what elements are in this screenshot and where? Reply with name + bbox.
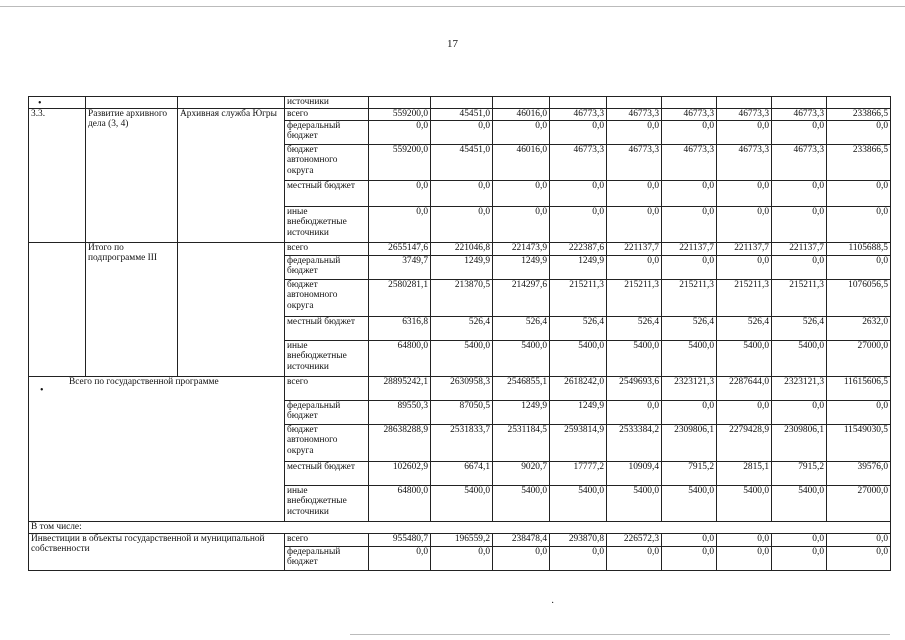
value-cell: 1249,9 bbox=[431, 255, 493, 279]
value-cell: 226572,3 bbox=[607, 533, 662, 546]
value-cell: 6674,1 bbox=[431, 461, 493, 485]
scan-bottom-edge bbox=[350, 634, 890, 635]
value-cell: 2655147,6 bbox=[369, 242, 431, 255]
value-cell: 0,0 bbox=[772, 180, 827, 206]
value-cell: 526,4 bbox=[607, 316, 662, 340]
value-cell bbox=[550, 97, 607, 109]
scan-mark: • bbox=[38, 98, 42, 109]
value-cell: 5400,0 bbox=[717, 485, 772, 521]
value-cell: 45451,0 bbox=[431, 108, 493, 120]
value-cell: 2546855,1 bbox=[493, 376, 550, 400]
value-cell: 0,0 bbox=[662, 206, 717, 242]
value-cell: 0,0 bbox=[550, 206, 607, 242]
value-cell: 2323121,3 bbox=[662, 376, 717, 400]
source-cell: федеральный бюджет bbox=[285, 120, 369, 144]
value-cell: 0,0 bbox=[772, 400, 827, 424]
value-cell: 11549030,5 bbox=[827, 424, 891, 461]
value-cell: 89550,3 bbox=[369, 400, 431, 424]
value-cell: 46016,0 bbox=[493, 108, 550, 120]
value-cell: 526,4 bbox=[493, 316, 550, 340]
value-cell: 0,0 bbox=[827, 533, 891, 546]
source-cell: местный бюджет bbox=[285, 316, 369, 340]
value-cell: 293870,8 bbox=[550, 533, 607, 546]
value-cell: 27000,0 bbox=[827, 340, 891, 376]
value-cell: 2309806,1 bbox=[772, 424, 827, 461]
value-cell: 1249,9 bbox=[493, 255, 550, 279]
cell bbox=[178, 97, 285, 109]
value-cell bbox=[772, 97, 827, 109]
value-cell: 221137,7 bbox=[717, 242, 772, 255]
value-cell: 0,0 bbox=[772, 120, 827, 144]
value-cell: 0,0 bbox=[662, 533, 717, 546]
value-cell: 9020,7 bbox=[493, 461, 550, 485]
source-cell: всего bbox=[285, 376, 369, 400]
value-cell: 11615606,5 bbox=[827, 376, 891, 400]
value-cell: 87050,5 bbox=[431, 400, 493, 424]
value-cell: 0,0 bbox=[607, 546, 662, 570]
value-cell: 0,0 bbox=[662, 255, 717, 279]
value-cell: 5400,0 bbox=[607, 340, 662, 376]
value-cell: 0,0 bbox=[493, 120, 550, 144]
value-cell: 46016,0 bbox=[493, 144, 550, 180]
value-cell: 0,0 bbox=[717, 533, 772, 546]
value-cell: 7915,2 bbox=[662, 461, 717, 485]
value-cell: 0,0 bbox=[493, 546, 550, 570]
value-cell: 559200,0 bbox=[369, 144, 431, 180]
subtotal-title: Итого по подпрограмме III bbox=[86, 242, 178, 376]
value-cell: 1076056,5 bbox=[827, 279, 891, 316]
value-cell: 2580281,1 bbox=[369, 279, 431, 316]
value-cell: 2618242,0 bbox=[550, 376, 607, 400]
value-cell: 0,0 bbox=[827, 546, 891, 570]
value-cell: 5400,0 bbox=[717, 340, 772, 376]
value-cell: 221137,7 bbox=[662, 242, 717, 255]
source-cell: федеральный бюджет bbox=[285, 546, 369, 570]
source-cell: местный бюджет bbox=[285, 180, 369, 206]
source-cell: местный бюджет bbox=[285, 461, 369, 485]
value-cell: 7915,2 bbox=[772, 461, 827, 485]
value-cell: 559200,0 bbox=[369, 108, 431, 120]
value-cell: 0,0 bbox=[607, 180, 662, 206]
scan-top-edge bbox=[0, 6, 905, 7]
value-cell: 1105688,5 bbox=[827, 242, 891, 255]
value-cell bbox=[827, 97, 891, 109]
value-cell: 6316,8 bbox=[369, 316, 431, 340]
value-cell: 5400,0 bbox=[431, 485, 493, 521]
value-cell: 214297,6 bbox=[493, 279, 550, 316]
value-cell: 0,0 bbox=[369, 206, 431, 242]
value-cell: 0,0 bbox=[431, 206, 493, 242]
value-cell: 221046,8 bbox=[431, 242, 493, 255]
value-cell: 64800,0 bbox=[369, 340, 431, 376]
value-cell: 0,0 bbox=[717, 546, 772, 570]
value-cell: 0,0 bbox=[827, 400, 891, 424]
value-cell: 1249,9 bbox=[550, 400, 607, 424]
value-cell: 1249,9 bbox=[550, 255, 607, 279]
value-cell: 46773,3 bbox=[607, 108, 662, 120]
value-cell: 0,0 bbox=[431, 120, 493, 144]
scan-mark: • bbox=[40, 385, 44, 396]
value-cell: 0,0 bbox=[431, 180, 493, 206]
value-cell: 46773,3 bbox=[717, 108, 772, 120]
value-cell: 526,4 bbox=[662, 316, 717, 340]
source-cell: иные внебюджетные источники bbox=[285, 206, 369, 242]
value-cell bbox=[493, 97, 550, 109]
value-cell: 215211,3 bbox=[550, 279, 607, 316]
value-cell: 526,4 bbox=[717, 316, 772, 340]
value-cell: 0,0 bbox=[369, 180, 431, 206]
table-row bbox=[29, 376, 891, 400]
value-cell: 5400,0 bbox=[493, 485, 550, 521]
value-cell: 2815,1 bbox=[717, 461, 772, 485]
value-cell: 5400,0 bbox=[607, 485, 662, 521]
value-cell: 526,4 bbox=[431, 316, 493, 340]
source-cell: всего bbox=[285, 533, 369, 546]
value-cell: 45451,0 bbox=[431, 144, 493, 180]
source-cell: иные внебюджетные источники bbox=[285, 485, 369, 521]
value-cell: 0,0 bbox=[493, 206, 550, 242]
value-cell: 0,0 bbox=[717, 255, 772, 279]
value-cell: 1249,9 bbox=[493, 400, 550, 424]
page-number: 17 bbox=[447, 38, 458, 50]
cell bbox=[29, 97, 86, 109]
source-cell: всего bbox=[285, 242, 369, 255]
investments-title: Инвестиции в объекты государственной и муниципальной собственности bbox=[29, 533, 285, 570]
item-number: 3.3. bbox=[29, 108, 86, 242]
value-cell: 0,0 bbox=[827, 180, 891, 206]
value-cell: 0,0 bbox=[772, 546, 827, 570]
value-cell: 0,0 bbox=[431, 546, 493, 570]
scan-mark: · bbox=[551, 598, 555, 609]
value-cell: 0,0 bbox=[717, 180, 772, 206]
value-cell: 2279428,9 bbox=[717, 424, 772, 461]
value-cell: 2632,0 bbox=[827, 316, 891, 340]
value-cell: 46773,3 bbox=[717, 144, 772, 180]
value-cell: 27000,0 bbox=[827, 485, 891, 521]
value-cell: 233866,5 bbox=[827, 144, 891, 180]
value-cell: 46773,3 bbox=[772, 108, 827, 120]
source-cell: бюджет автономного округа bbox=[285, 144, 369, 180]
value-cell: 0,0 bbox=[772, 206, 827, 242]
value-cell: 0,0 bbox=[550, 120, 607, 144]
source-cell: иные внебюджетные источники bbox=[285, 340, 369, 376]
value-cell: 5400,0 bbox=[493, 340, 550, 376]
value-cell: 2531184,5 bbox=[493, 424, 550, 461]
value-cell: 39576,0 bbox=[827, 461, 891, 485]
source-cell: федеральный бюджет bbox=[285, 400, 369, 424]
section-label: В том числе: bbox=[29, 521, 891, 533]
value-cell: 0,0 bbox=[827, 120, 891, 144]
value-cell: 28638288,9 bbox=[369, 424, 431, 461]
value-cell bbox=[431, 97, 493, 109]
value-cell: 0,0 bbox=[369, 546, 431, 570]
value-cell: 5400,0 bbox=[550, 485, 607, 521]
value-cell: 0,0 bbox=[607, 255, 662, 279]
value-cell: 10909,4 bbox=[607, 461, 662, 485]
value-cell: 46773,3 bbox=[662, 108, 717, 120]
value-cell: 5400,0 bbox=[772, 485, 827, 521]
value-cell: 0,0 bbox=[662, 180, 717, 206]
value-cell: 0,0 bbox=[772, 533, 827, 546]
value-cell: 215211,3 bbox=[717, 279, 772, 316]
value-cell: 5400,0 bbox=[431, 340, 493, 376]
value-cell: 0,0 bbox=[662, 546, 717, 570]
value-cell bbox=[717, 97, 772, 109]
value-cell: 0,0 bbox=[827, 255, 891, 279]
value-cell: 0,0 bbox=[662, 120, 717, 144]
value-cell: 46773,3 bbox=[607, 144, 662, 180]
value-cell: 0,0 bbox=[550, 180, 607, 206]
value-cell: 0,0 bbox=[717, 400, 772, 424]
value-cell: 2287644,0 bbox=[717, 376, 772, 400]
value-cell: 526,4 bbox=[772, 316, 827, 340]
value-cell: 46773,3 bbox=[550, 108, 607, 120]
value-cell: 5400,0 bbox=[550, 340, 607, 376]
value-cell: 215211,3 bbox=[607, 279, 662, 316]
value-cell: 0,0 bbox=[493, 180, 550, 206]
value-cell: 0,0 bbox=[607, 120, 662, 144]
value-cell: 3749,7 bbox=[369, 255, 431, 279]
value-cell: 2593814,9 bbox=[550, 424, 607, 461]
value-cell: 2309806,1 bbox=[662, 424, 717, 461]
value-cell: 0,0 bbox=[717, 120, 772, 144]
table-row bbox=[29, 521, 891, 533]
value-cell: 526,4 bbox=[550, 316, 607, 340]
value-cell: 2533384,2 bbox=[607, 424, 662, 461]
value-cell: 215211,3 bbox=[772, 279, 827, 316]
table-row bbox=[29, 242, 891, 255]
table-row bbox=[29, 533, 891, 546]
budget-table bbox=[28, 96, 891, 571]
cell bbox=[86, 97, 178, 109]
source-cell: федеральный бюджет bbox=[285, 255, 369, 279]
value-cell: 955480,7 bbox=[369, 533, 431, 546]
source-cell: источники bbox=[285, 97, 369, 109]
value-cell: 0,0 bbox=[827, 206, 891, 242]
value-cell: 5400,0 bbox=[662, 340, 717, 376]
value-cell: 46773,3 bbox=[550, 144, 607, 180]
table-row bbox=[29, 108, 891, 120]
cell bbox=[178, 242, 285, 376]
value-cell bbox=[662, 97, 717, 109]
value-cell: 5400,0 bbox=[772, 340, 827, 376]
value-cell: 221473,9 bbox=[493, 242, 550, 255]
value-cell: 46773,3 bbox=[772, 144, 827, 180]
cell bbox=[29, 242, 86, 376]
value-cell: 0,0 bbox=[717, 206, 772, 242]
value-cell: 17777,2 bbox=[550, 461, 607, 485]
value-cell: 46773,3 bbox=[662, 144, 717, 180]
value-cell: 215211,3 bbox=[662, 279, 717, 316]
value-cell: 0,0 bbox=[550, 546, 607, 570]
value-cell: 28895242,1 bbox=[369, 376, 431, 400]
table-row bbox=[29, 97, 891, 109]
value-cell: 64800,0 bbox=[369, 485, 431, 521]
value-cell: 0,0 bbox=[662, 400, 717, 424]
value-cell bbox=[607, 97, 662, 109]
value-cell: 2323121,3 bbox=[772, 376, 827, 400]
source-cell: бюджет автономного округа bbox=[285, 279, 369, 316]
item-title: Развитие архивного дела (3, 4) bbox=[86, 108, 178, 242]
value-cell: 0,0 bbox=[369, 120, 431, 144]
value-cell: 233866,5 bbox=[827, 108, 891, 120]
total-title: Всего по государственной программе bbox=[29, 376, 285, 521]
value-cell: 2531833,7 bbox=[431, 424, 493, 461]
source-cell: всего bbox=[285, 108, 369, 120]
source-cell: бюджет автономного округа bbox=[285, 424, 369, 461]
value-cell: 238478,4 bbox=[493, 533, 550, 546]
value-cell: 0,0 bbox=[772, 255, 827, 279]
value-cell: 222387,6 bbox=[550, 242, 607, 255]
value-cell: 221137,7 bbox=[772, 242, 827, 255]
value-cell: 0,0 bbox=[607, 206, 662, 242]
item-executor: Архивная служба Югры bbox=[178, 108, 285, 242]
value-cell bbox=[369, 97, 431, 109]
value-cell: 196559,2 bbox=[431, 533, 493, 546]
value-cell: 102602,9 bbox=[369, 461, 431, 485]
value-cell: 221137,7 bbox=[607, 242, 662, 255]
value-cell: 213870,5 bbox=[431, 279, 493, 316]
value-cell: 2549693,6 bbox=[607, 376, 662, 400]
value-cell: 5400,0 bbox=[662, 485, 717, 521]
value-cell: 0,0 bbox=[607, 400, 662, 424]
value-cell: 2630958,3 bbox=[431, 376, 493, 400]
